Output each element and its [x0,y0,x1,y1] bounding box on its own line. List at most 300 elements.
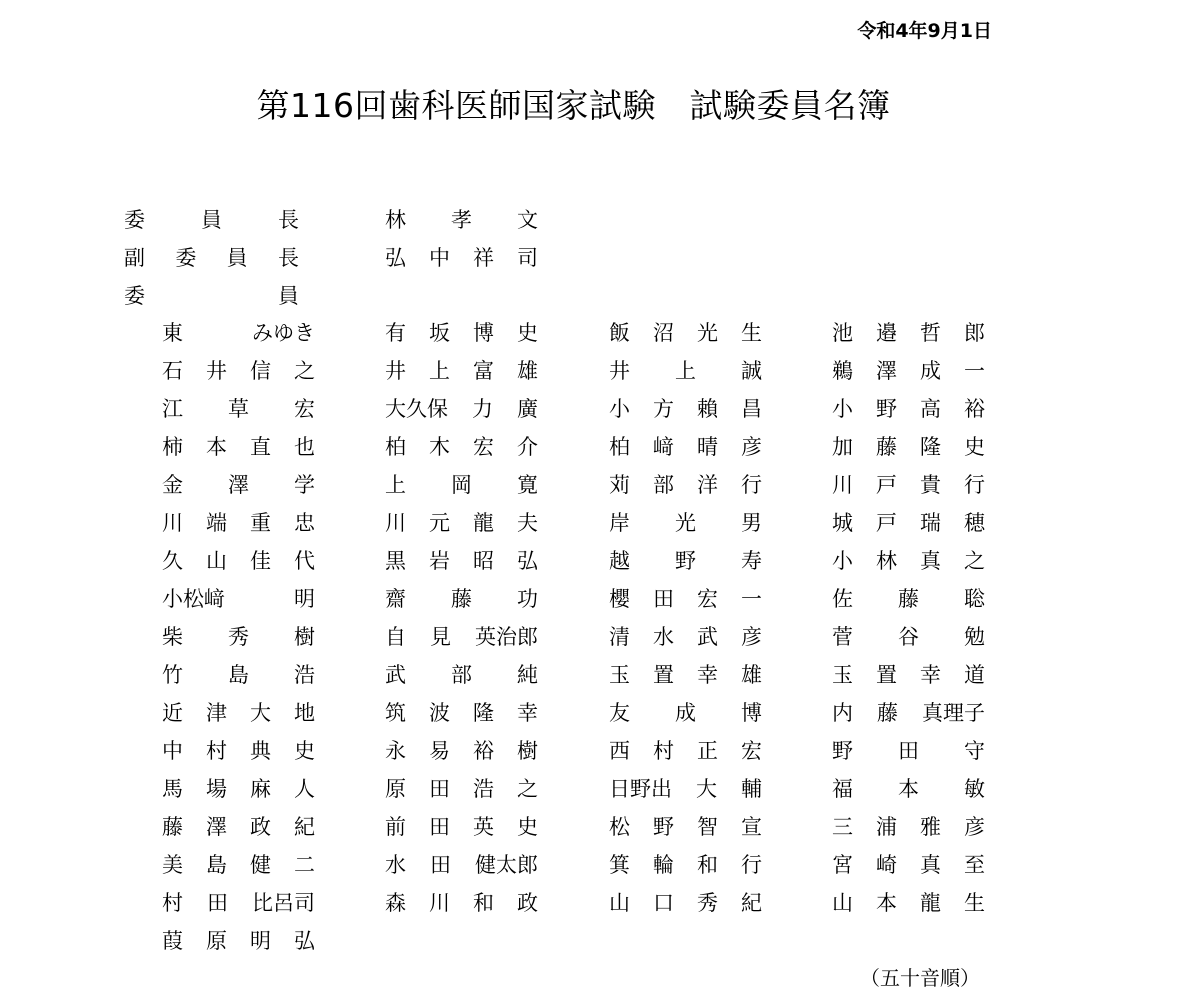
name-part: 輔 [741,777,762,801]
name-part: 齋 [385,587,406,611]
name-part: 史 [964,435,985,459]
name-part: 和 [473,891,494,915]
name-part: 武 [385,663,406,687]
name-part: 島 [228,663,249,687]
name-part: 戸 [876,511,897,535]
name-part: 木 [429,435,450,459]
name-part: 藤 [876,435,897,459]
name-part: 原 [385,777,406,801]
name-part: 重 [250,511,271,535]
member-name [832,850,985,878]
name-part: 彦 [964,815,985,839]
name-part: 柏 [385,435,406,459]
name-part: 沼 [653,321,674,345]
name-part: 真 [920,853,941,877]
name-part: 方 [653,397,674,421]
name-part: 山 [609,891,630,915]
name-part: 幸 [517,701,538,725]
name-part: 史 [517,321,538,345]
name-part: 勉 [964,625,985,649]
name-part: 田 [429,815,450,839]
name-part: 見 [430,625,451,649]
name-part: 司 [517,246,538,270]
name-part: 英 [473,815,494,839]
name-part: 金 [162,473,183,497]
name-part: 田 [430,853,451,877]
name-part: 也 [294,435,315,459]
name-part: 貴 [920,473,941,497]
name-part: 水 [653,625,674,649]
name-part: 原 [206,929,227,953]
name-part: 之 [517,777,538,801]
name-part: 大 [696,777,717,801]
name-part: 柏 [609,435,630,459]
name-part: 三 [832,815,853,839]
name-part: 藤 [877,701,898,725]
name-part: 生 [741,321,762,345]
member-name [162,850,315,878]
name-part: 田 [898,739,919,763]
member-name [162,774,315,802]
name-part: 委 [124,208,145,232]
name-part: 藤 [451,587,472,611]
name-part: 谷 [898,625,919,649]
name-part: 村 [206,739,227,763]
name-part: 学 [294,473,315,497]
name-part: 玉 [832,663,853,687]
name-part: 置 [653,663,674,687]
member-name [609,432,762,460]
member-name [385,470,538,498]
name-part: 澤 [876,359,897,383]
name-part: 晴 [697,435,718,459]
name-part: 信 [250,359,271,383]
name-part: 守 [964,739,985,763]
officer-role [124,205,299,233]
name-part: 佐 [832,587,853,611]
name-part: 小 [609,397,630,421]
officer-role [124,281,299,309]
name-part: 彦 [741,435,762,459]
name-part: 浦 [876,815,897,839]
member-name [162,432,315,460]
name-part: 隆 [473,701,494,725]
member-name [609,584,762,612]
name-part: 菅 [832,625,853,649]
name-part: 直 [250,435,271,459]
name-part: 博 [741,701,762,725]
name-part: 明 [294,587,315,611]
name-part: 行 [741,473,762,497]
name-part: 林 [876,549,897,573]
name-part: 紀 [294,815,315,839]
name-part: 野 [653,815,674,839]
name-part: 宏 [473,435,494,459]
page-title: 第116回歯科医師国家試験 試験委員名簿 [256,86,891,125]
order-note: （五十音順） [860,966,980,990]
name-part: 津 [206,701,227,725]
name-part: 田 [653,587,674,611]
name-part: 上 [429,359,450,383]
name-part: 友 [609,701,630,725]
member-name [609,812,762,840]
name-part: 副 [124,246,145,270]
name-part: 昭 [473,549,494,573]
name-part: 箕 [609,853,630,877]
name-part: 史 [517,815,538,839]
name-part: 地 [294,701,315,725]
member-name [832,318,985,346]
name-part: 弘 [517,549,538,573]
member-name [162,698,315,726]
name-part: 清 [609,625,630,649]
name-part: 成 [675,701,696,725]
name-part: 岡 [451,473,472,497]
name-part: 長 [278,208,299,232]
name-part: 輪 [653,853,674,877]
name-part: 廣 [517,397,538,421]
member-name [609,318,762,346]
name-part: 和 [697,853,718,877]
name-part: 鵜 [832,359,853,383]
name-part: 比呂司 [252,891,315,915]
name-part: 川 [832,473,853,497]
member-name [832,394,985,422]
name-part: 男 [741,511,762,535]
member-name [162,356,315,384]
name-part: 純 [517,663,538,687]
name-part: 裕 [964,397,985,421]
member-name [609,508,762,536]
officer-name [385,205,538,233]
name-part: 麻 [250,777,271,801]
member-name [162,888,315,916]
member-name [385,812,538,840]
name-part: 紀 [741,891,762,915]
name-part: 藤 [162,815,183,839]
name-part: 井 [385,359,406,383]
name-part: 史 [294,739,315,763]
member-name [385,356,538,384]
name-part: 委 [175,246,197,270]
member-name [162,660,315,688]
name-part: 場 [206,777,227,801]
member-name [162,812,315,840]
name-part: 雄 [741,663,762,687]
member-name [832,660,985,688]
member-name [832,698,985,726]
member-name [609,698,762,726]
member-name [385,774,538,802]
member-name [162,470,315,498]
name-part: 上 [385,473,406,497]
name-part: 西 [609,739,630,763]
name-part: 高 [920,397,941,421]
name-part: 玉 [609,663,630,687]
name-part: 苅 [609,473,630,497]
name-part: 秀 [697,891,718,915]
name-part: 柴 [162,625,183,649]
member-name [609,470,762,498]
name-part: 筑 [385,701,406,725]
name-part: 幸 [920,663,941,687]
member-name [832,888,985,916]
name-part: 崎 [876,853,897,877]
name-part: 宏 [741,739,762,763]
member-name [832,622,985,650]
name-part: 越 [609,549,630,573]
member-name [832,736,985,764]
member-name [162,508,315,536]
name-part: 樹 [294,625,315,649]
name-part: 井 [609,359,630,383]
member-name [385,622,538,650]
name-part: 政 [517,891,538,915]
name-part: 小 [832,397,853,421]
name-part: 武 [697,625,718,649]
name-part: 黒 [385,549,406,573]
name-part: 敏 [964,777,985,801]
name-part: 健太郎 [475,853,538,877]
name-part: 明 [250,929,271,953]
name-part: 佳 [250,549,271,573]
name-part: 文 [517,208,538,232]
name-part: 郎 [964,321,985,345]
name-part: 前 [385,815,406,839]
name-part: 真 [920,549,941,573]
member-name [385,850,538,878]
name-part: 永 [385,739,406,763]
name-part: 川 [162,511,183,535]
name-part: 柿 [162,435,183,459]
name-part: 岩 [429,549,450,573]
name-part: 人 [294,777,315,801]
name-part: 道 [964,663,985,687]
name-part: 自 [385,625,406,649]
name-part: 村 [162,891,183,915]
name-part: 森 [385,891,406,915]
name-part: 美 [162,853,183,877]
name-part: 石 [162,359,183,383]
name-part: 祥 [473,246,494,270]
name-part: 林 [385,208,406,232]
name-part: 員 [226,246,248,270]
member-name [385,660,538,688]
name-part: 光 [697,321,718,345]
name-part: 城 [832,511,853,535]
name-part: 員 [201,208,222,232]
member-name [385,698,538,726]
name-part: 宣 [741,815,762,839]
name-part: 忠 [294,511,315,535]
name-part: 松 [609,815,630,839]
name-part: 中 [429,246,450,270]
member-name [385,394,538,422]
name-part: 委 [124,284,145,308]
name-part: 江 [162,397,183,421]
name-part: 洋 [697,473,718,497]
name-part: 山 [206,549,227,573]
name-part: 彦 [741,625,762,649]
name-part: 近 [162,701,183,725]
name-part: 小松﨑 [162,587,225,611]
name-part: 裕 [473,739,494,763]
name-part: 昌 [741,397,762,421]
name-part: 田 [429,777,450,801]
name-part: 博 [473,321,494,345]
name-part: 口 [653,891,674,915]
name-part: 聡 [964,587,985,611]
name-part: 誠 [741,359,762,383]
member-name [162,926,315,954]
name-part: 東 [162,321,183,345]
member-name [609,660,762,688]
name-part: 櫻 [609,587,630,611]
member-name [162,622,315,650]
name-part: 正 [697,739,718,763]
name-part: 内 [832,701,853,725]
name-part: 野 [876,397,897,421]
officer-role [124,243,299,271]
name-part: 幸 [697,663,718,687]
name-part: 澤 [206,815,227,839]
member-name [832,470,985,498]
name-part: 置 [876,663,897,687]
name-part: 田 [207,891,228,915]
name-part: 﨑 [653,435,674,459]
name-part: 一 [741,587,762,611]
name-part: 智 [697,815,718,839]
member-name [609,850,762,878]
name-part: 岸 [609,511,630,535]
name-part: 川 [429,891,450,915]
name-part: 成 [920,359,941,383]
name-part: 富 [473,359,494,383]
name-part: 馬 [162,777,183,801]
name-part: 力 [472,397,493,421]
member-name [832,508,985,536]
name-part: 賴 [697,397,718,421]
officer-name [385,243,538,271]
name-part: 澤 [228,473,249,497]
name-part: 川 [385,511,406,535]
name-part: 英治郎 [475,625,538,649]
name-part: 一 [964,359,985,383]
name-part: 寛 [517,473,538,497]
name-part: 野 [675,549,696,573]
member-name [832,546,985,574]
member-name [385,888,538,916]
name-part: 井 [206,359,227,383]
name-part: 有 [385,321,406,345]
name-part: 典 [250,739,271,763]
member-name [385,432,538,460]
member-name [162,318,315,346]
name-part: 部 [451,663,472,687]
name-part: 竹 [162,663,183,687]
name-part: みゆき [252,321,315,345]
name-part: 久 [162,549,183,573]
name-part: 池 [832,321,853,345]
name-part: 易 [429,739,450,763]
name-part: 之 [294,359,315,383]
name-part: 員 [278,284,299,308]
name-part: 草 [228,397,249,421]
name-part: 島 [206,853,227,877]
name-part: 行 [964,473,985,497]
name-part: 宮 [832,853,853,877]
name-part: 野 [832,739,853,763]
member-name [162,584,315,612]
member-name [162,736,315,764]
member-name [385,584,538,612]
name-part: 本 [876,891,897,915]
name-part: 元 [429,511,450,535]
member-name [609,356,762,384]
name-part: 之 [964,549,985,573]
name-part: 隆 [920,435,941,459]
member-name [609,394,762,422]
name-part: 村 [653,739,674,763]
name-part: 秀 [228,625,249,649]
name-part: 日野出 [609,777,672,801]
name-part: 龍 [473,511,494,535]
name-part: 政 [250,815,271,839]
name-part: 光 [675,511,696,535]
name-part: 波 [429,701,450,725]
name-part: 穂 [964,511,985,535]
name-part: 雄 [517,359,538,383]
name-part: 二 [294,853,315,877]
name-part: 孝 [451,208,472,232]
name-part: 弘 [385,246,406,270]
name-part: 山 [832,891,853,915]
name-part: 瑞 [920,511,941,535]
name-part: 健 [250,853,271,877]
member-name [832,356,985,384]
name-part: 夫 [517,511,538,535]
date: 令和4年9月1日 [857,20,992,42]
name-part: 葭 [162,929,183,953]
name-part: 端 [206,511,227,535]
member-name [162,394,315,422]
name-part: 哲 [920,321,941,345]
name-part: 飯 [609,321,630,345]
name-part: 本 [898,777,919,801]
name-part: 部 [653,473,674,497]
name-part: 戸 [876,473,897,497]
name-part: 宏 [294,397,315,421]
name-part: 生 [964,891,985,915]
member-name [832,584,985,612]
name-part: 介 [517,435,538,459]
member-name [385,736,538,764]
name-part: 小 [832,549,853,573]
member-name [609,546,762,574]
name-part: 坂 [429,321,450,345]
member-name [609,736,762,764]
name-part: 至 [964,853,985,877]
name-part: 宏 [697,587,718,611]
name-part: 藤 [898,587,919,611]
member-name [162,546,315,574]
member-name [609,888,762,916]
name-part: 樹 [517,739,538,763]
name-part: 中 [162,739,183,763]
name-part: 代 [294,549,315,573]
name-part: 行 [741,853,762,877]
name-part: 龍 [920,891,941,915]
